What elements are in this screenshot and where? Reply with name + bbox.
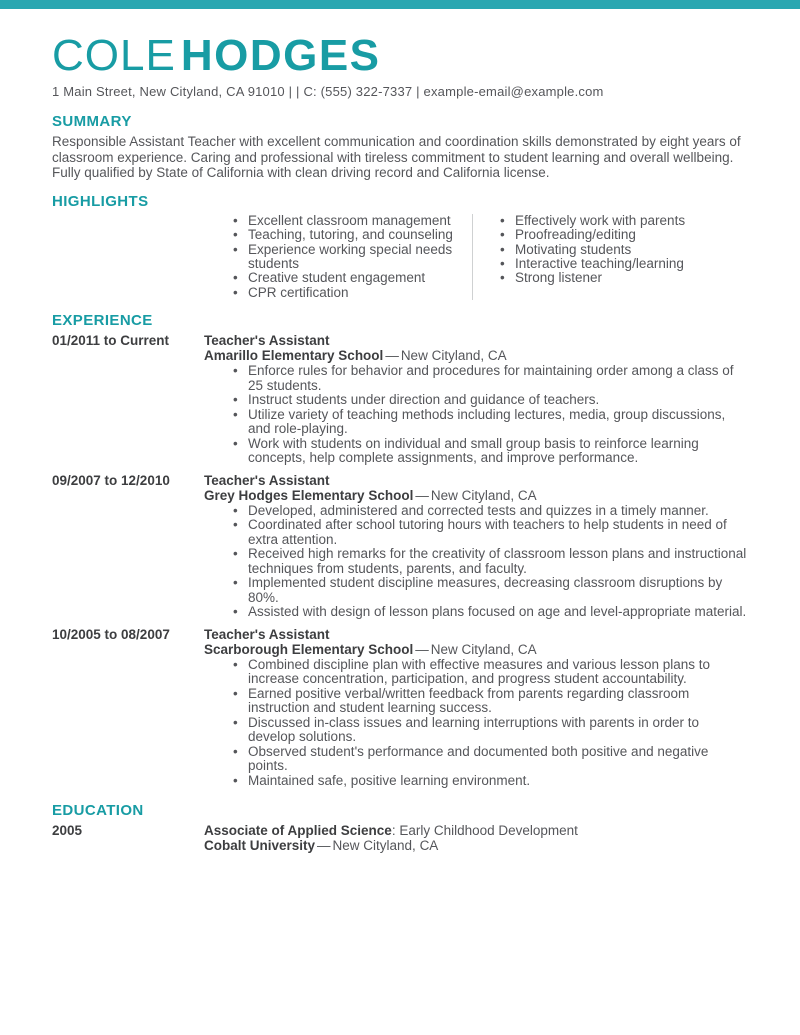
column-divider	[472, 214, 473, 300]
job-dates: 10/2005 to 08/2007	[52, 626, 170, 642]
education-heading: EDUCATION	[52, 802, 144, 820]
job-bullet: • Developed, administered and corrected tests and quizzes in a timely manner.	[232, 504, 748, 519]
job-bullet: • Enforce rules for behavior and procedures for maintaining order among a class of 25 students.	[232, 364, 748, 393]
job-company: Amarillo Elementary School	[204, 348, 384, 364]
job-location: New Cityland, CA	[430, 641, 537, 657]
resume-header	[52, 31, 748, 99]
job-title: Teacher's Assistant	[204, 472, 330, 488]
job-company: Scarborough Elementary School	[204, 641, 414, 657]
education-school-line	[204, 838, 748, 853]
highlights-section	[52, 193, 748, 300]
education-location: New Cityland, CA	[332, 838, 439, 854]
job-body	[204, 333, 748, 466]
dash-separator: —	[385, 348, 399, 364]
candidate-first-name: COLE	[52, 31, 176, 80]
experience-heading: EXPERIENCE	[52, 312, 153, 330]
job-bullet: • Implemented student discipline measures, decreasing classroom disruptions by 80%.	[232, 576, 748, 605]
job-school-line	[204, 488, 748, 503]
dash-separator: —	[415, 641, 429, 657]
highlight-item: • Excellent classroom management	[232, 214, 464, 228]
highlight-item: • Strong listener	[499, 271, 725, 285]
job-dates: 01/2011 to Current	[52, 333, 170, 349]
education-entry	[52, 823, 748, 853]
job-bullet: • Discussed in-class issues and learning interruptions with parents in order to develop solutions.	[232, 716, 748, 745]
job-bullet-list	[232, 364, 748, 466]
job-bullet: • Work with students on individual and small group basis to reinforce learning concepts, help complete assignments, and improve performance.	[232, 437, 748, 466]
education-school: Cobalt University	[204, 838, 316, 854]
job-bullet: • Observed student's performance and documented both positive and negative points.	[232, 745, 748, 774]
job-school-line	[204, 642, 748, 657]
job-title: Teacher's Assistant	[204, 626, 330, 642]
education-degree-detail: : Early Childhood Development	[391, 823, 578, 839]
education-degree-line	[204, 823, 748, 838]
highlights-columns	[52, 214, 748, 300]
highlight-item: • Motivating students	[499, 243, 725, 257]
job-bullet: • Instruct students under direction and guidance of teachers.	[232, 393, 748, 408]
highlight-item: • Teaching, tutoring, and counseling	[232, 228, 464, 242]
education-section	[52, 802, 748, 853]
dash-separator: —	[317, 838, 331, 854]
summary-heading: SUMMARY	[52, 113, 132, 130]
highlight-item: • Effectively work with parents	[499, 214, 725, 228]
job-body	[204, 473, 748, 620]
summary-section	[52, 113, 748, 181]
education-degree: Associate of Applied Science	[204, 823, 392, 839]
job-entry	[52, 473, 748, 620]
top-accent-bar	[0, 0, 800, 9]
job-bullet: • Received high remarks for the creativity of classroom lesson plans and instructional techniques from students, parents, and faculty.	[232, 547, 748, 576]
education-year: 2005	[52, 823, 83, 839]
candidate-last-name: HODGES	[180, 31, 381, 80]
job-bullet: • Maintained safe, positive learning environment.	[232, 774, 748, 789]
job-title: Teacher's Assistant	[204, 333, 330, 349]
job-bullet-list	[232, 504, 748, 620]
education-body	[204, 823, 748, 853]
contact-info: 1 Main Street, New Cityland, CA 91010 | | C: (555) 322-7337 | example-email@example.com	[52, 84, 604, 99]
job-entry	[52, 627, 748, 789]
candidate-name	[52, 31, 748, 80]
job-location: New Cityland, CA	[400, 348, 507, 364]
job-bullet: • Coordinated after school tutoring hours with teachers to help students in need of extra attention.	[232, 518, 748, 547]
job-body	[204, 627, 748, 789]
job-school-line	[204, 348, 748, 363]
job-bullet: • Assisted with design of lesson plans focused on age and level-appropriate material.	[232, 605, 748, 620]
dash-separator: —	[415, 487, 429, 503]
highlight-item: • CPR certification	[232, 286, 464, 300]
experience-section	[52, 312, 748, 788]
highlight-item: • Experience working special needs students	[232, 243, 464, 272]
job-company: Grey Hodges Elementary School	[204, 487, 414, 503]
highlight-item: • Creative student engagement	[232, 271, 464, 285]
summary-text: Responsible Assistant Teacher with excellent communication and coordination skills demonstrated by eight years of classroom experience. Caring and professional with tireless commitment to student learning and overall wellbeing. Fully qualified by State of California with clean driving record and California license.	[52, 134, 741, 181]
highlight-item: • Interactive teaching/learning	[499, 257, 725, 271]
job-bullet: • Utilize variety of teaching methods including lectures, media, group discussions, and role-playing.	[232, 408, 748, 437]
job-entry	[52, 333, 748, 466]
job-dates: 09/2007 to 12/2010	[52, 472, 170, 488]
job-location: New Cityland, CA	[430, 487, 537, 503]
highlights-right-column	[499, 214, 725, 300]
highlight-item: • Proofreading/editing	[499, 228, 725, 242]
job-bullet-list	[232, 658, 748, 789]
highlights-left-column	[232, 214, 464, 300]
highlights-heading: HIGHLIGHTS	[52, 192, 149, 210]
job-bullet: • Earned positive verbal/written feedback from parents regarding classroom instruction and student learning success.	[232, 687, 748, 716]
job-bullet: • Combined discipline plan with effective measures and various lesson plans to increase concentration, participation, and progress student accountability.	[232, 658, 748, 687]
